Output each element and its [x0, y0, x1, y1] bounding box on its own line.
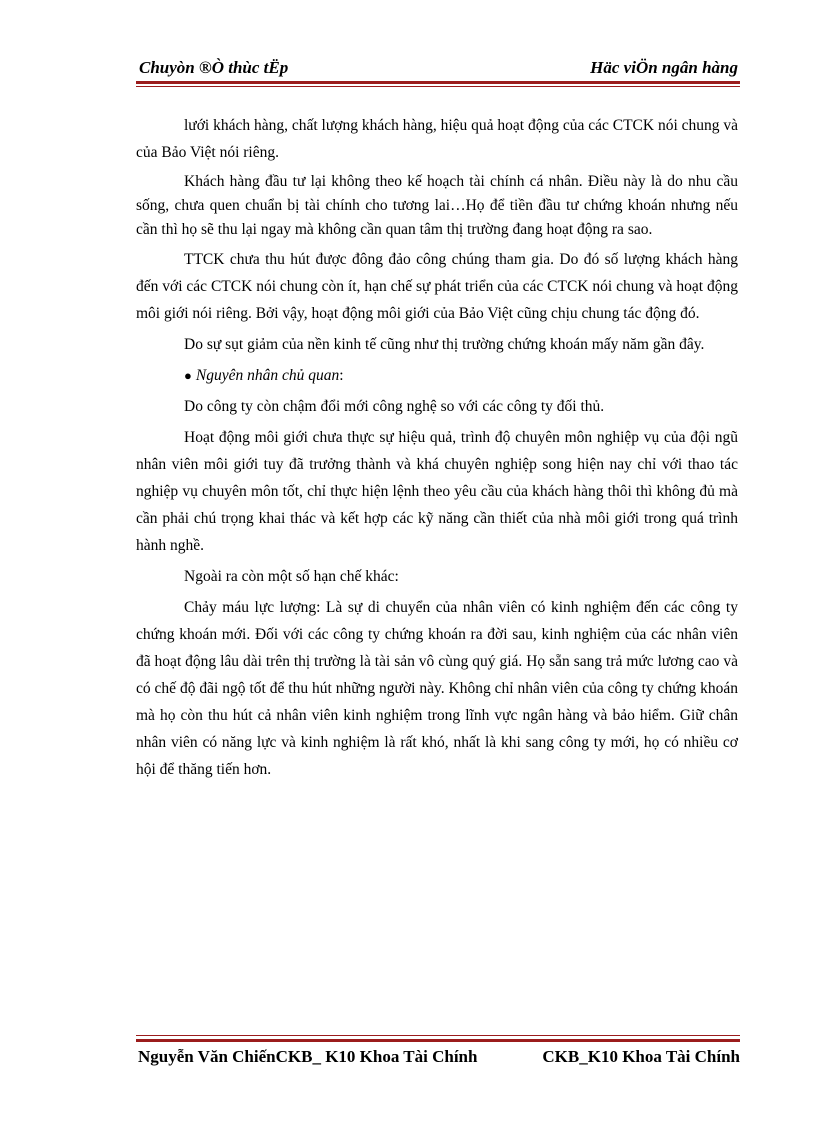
paragraph-7: Ngoài ra còn một số hạn chế khác:	[184, 568, 399, 585]
paragraph-6: Hoạt động môi giới chưa thực sự hiệu quả, trình độ chuyên môn nghiệp vụ của đội ngũ nhân viên môi giới tuy đã trưởng thành và khá chuyên nghiệp song hiện nay chỉ với thao tác nghiệp vụ chuyên môn tốt, chỉ thực hiện lệnh theo yêu cầu của khách hàng thôi thì không đủ mà cần phải chú trọng khai thác và kết hợp các kỹ năng cần thiết của nhà môi giới trong quá trình hành nghề.	[136, 429, 738, 554]
paragraph-1: lưới khách hàng, chất lượng khách hàng, hiệu quả hoạt động của các CTCK nói chung và của Bảo Việt nói riêng.	[136, 117, 739, 161]
footer-author: Nguyễn Văn ChiếnCKB_ K10 Khoa Tài Chính	[138, 1047, 478, 1066]
paragraph-2: Khách hàng đầu tư lại không theo kế hoạch tài chính cá nhân. Điều này là do nhu cầu sống, chưa quen chuẩn bị tài chính cho tương lai…Họ để tiền đầu tư chứng khoán nhưng nếu cần thì họ sẽ thu lại ngay mà không cần quan tâm thị trường đang hoạt động ra sao.	[136, 173, 738, 238]
paragraph-4: Do sự sụt giảm của nền kinh tế cũng như thị trường chứng khoán mấy năm gần đây.	[184, 336, 705, 353]
header-title-right: Häc viÖn ngân hàng	[590, 58, 738, 77]
page-header	[136, 56, 740, 80]
paragraph-3: TTCK chưa thu hút được đông đảo công chúng tham gia. Do đó số lượng khách hàng đến với các CTCK nói chung còn ít, hạn chế sự phát triển của các CTCK nói chung và hoạt động môi giới nói riêng. Bởi vậy, hoạt động môi giới của Bảo Việt cũng chịu chung tác động đó.	[136, 251, 738, 322]
bullet-dot-icon: ●	[184, 368, 192, 383]
bullet-item	[136, 362, 738, 389]
header-title-left: Chuyòn ®Ò thùc tËp	[139, 58, 289, 77]
footer-rule-thin	[136, 1035, 740, 1036]
paragraph-8: Chảy máu lực lượng: Là sự di chuyển của nhân viên có kinh nghiệm đến các công ty chứng khoán mới. Đối với các công ty chứng khoán ra đời sau, kinh nghiệm của các nhân viên đã hoạt động lâu dài trên thị trường là tài sản vô cùng quý giá. Họ sẵn sang trả mức lương cao và có chế độ đãi ngộ tốt để thu hút những người này. Không chỉ nhân viên của công ty chứng khoán mà họ còn thu hút cả nhân viên kinh nghiệm trong lĩnh vực ngân hàng và bảo hiểm. Giữ chân nhân viên có năng lực và kinh nghiệm là rất khó, nhất là khi sang công ty mới, họ có nhiều cơ hội để thăng tiến hơn.	[136, 599, 738, 778]
footer-class: CKB_K10 Khoa Tài Chính	[542, 1047, 740, 1066]
paragraph-5: Do công ty còn chậm đổi mới công nghệ so với các công ty đối thủ.	[184, 398, 605, 415]
header-rule-thick	[136, 81, 740, 84]
header-rule-thin	[136, 86, 740, 87]
bullet-label: Nguyên nhân chủ quan	[195, 367, 340, 384]
document-body	[136, 112, 738, 787]
footer-rule-thick	[136, 1039, 740, 1042]
bullet-suffix: :	[339, 367, 344, 384]
page-footer	[136, 1047, 740, 1071]
